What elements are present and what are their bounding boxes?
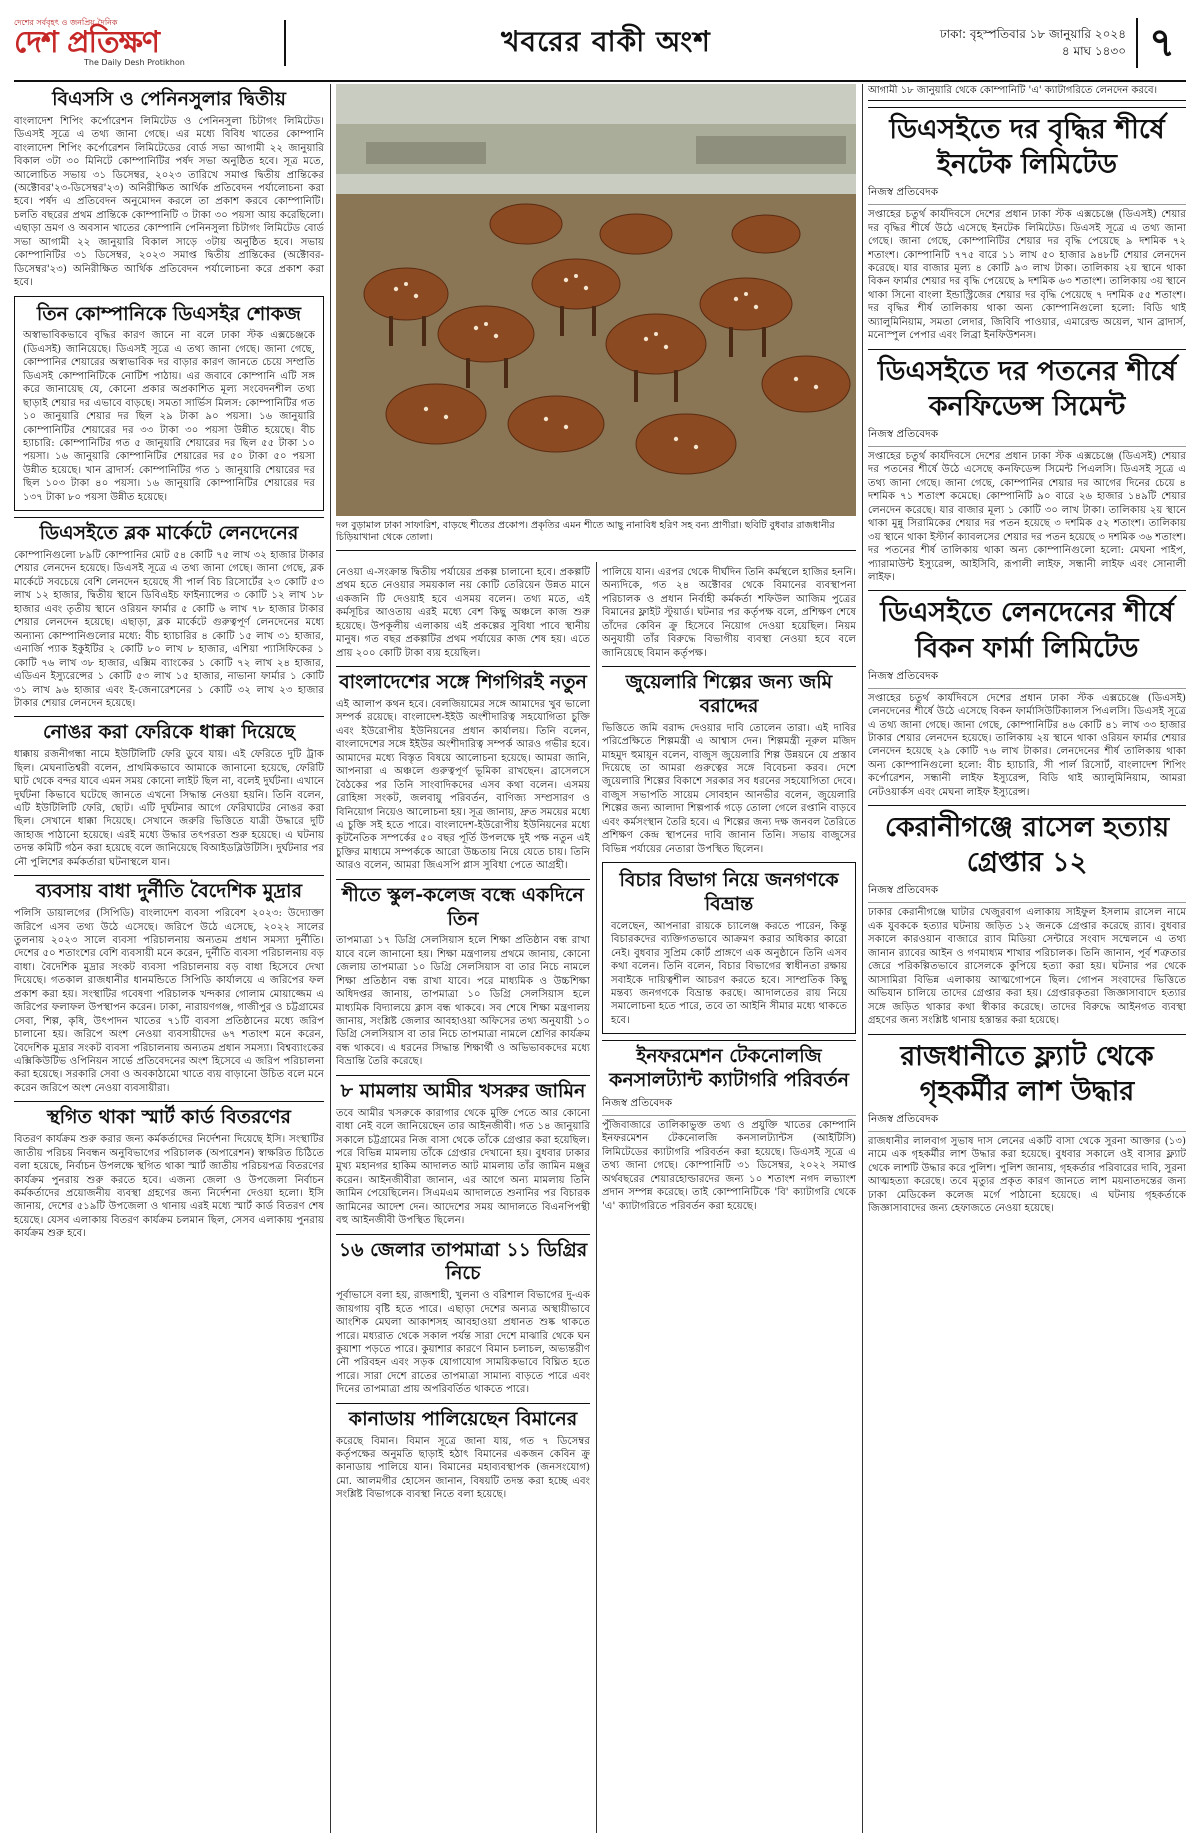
article-body: পুঁজিবাজারে তালিকাভুক্ত তথ্য ও প্রযুক্তি খাতের কোম্পানি ইনফরমেশন টেকনোলজি কনসালট্যান্টস (আইটিসি) লিমিটেডের ক্যাটাগরি পরিবর্তন করা হয়েছে। ডিএসই সূত্রে এ তথ্য জানা গেছে। কোম্পানিটি ৩১ ডিসেম্বর, ২০২২ সমাপ্ত অর্থবছরের শেয়ারহোল্ডারদের জন্য ১০ শতাংশ নগদ লভ্যাংশ প্রদান সম্পন্ন করেছে। তাই কোম্পানিটিকে 'বি' ক্যাটাগরি থেকে 'এ' ক্যাটাগরিতে পরিবর্তন করা হয়েছে। xyxy=(602,1119,856,1212)
article-body: অস্বাভাবিকভাবে বৃদ্ধির কারণ জানে না বলে ঢাকা স্টক এক্সচেঞ্জকে (ডিএসই) জানিয়েছে। ডিএসই সূত্রে এ তথ্য জানা গেছে। জানা গেছে, কোম্পানির শেয়ারের অস্বাভাবিক দর বাড়ার কারণ জানতে চেয়ে সম্প্রতি ডিএসই কোম্পানিটিকে নোটিশ পাঠায়। এর জবাবে কোম্পানি এটি সঙ্গ করে জানায়েছ যে, কোনো প্রকার অপ্রকাশিত মূল্য সংবেদনশীল তথ্য ছাড়াই শেয়ার দর এভাবে বাড়ছে। সমতা সার্ভিস মিলস: কোম্পানিটির গত ১০ জানুয়ারি শেয়ার দর ছিল ২৯ টাকা ৯০ পয়সা। ১৬ জানুয়ারি কোম্পানিটির শেয়ারের দর ৩৩ টাকা ৩০ পয়সা উন্নীত হয়েছে। বীচ হ্যাচারি: কোম্পানিটির গত ৫ জানুয়ারি শেয়ারের দর ছিল ৫৫ টাকা ১০ পয়সা। ১৬ জানুয়ারি কোম্পানিটির শেয়ারের দর ৫০ টাকা ৫০ পয়সা উন্নীত হয়েছে। খান ব্রাদার্স: কোম্পানিটির গত ১ জানুয়ারি শেয়ারের দর ছিল ১০৩ টাকা ৪০ পয়সা। ১৬ জানুয়ারি কোম্পানিটির শেয়ারের দর ১৩৭ টাকা ৮০ পয়সা উন্নীত হয়েছে। xyxy=(23,330,315,503)
article-block-market[interactable] xyxy=(14,517,324,710)
byline: নিজস্ব প্রতিবেদক xyxy=(868,883,1186,903)
article-body: কোম্পানিগুলো ৮৯টি কোম্পানির মোট ৫৪ কোটি ৭৫ লাখ ৩২ হাজার টাকার শেয়ার লেনদেন হয়েছে। ডিএসই সূত্রে এ তথ্য জানা গেছে। জানা গেছে, ব্লক মার্কেটে সবচেয়ে বেশি লেনদেন হয়েছে সী পার্ল বিচ রিসোর্টের ২৩ কোটি ৫৩ লাখ ১২ হাজার, দ্বিতীয় স্থানে ডিবিএইচ ফাইন্যান্সের ৩ কোটি ১২ লাখ ১৮ হাজার এবং তৃতীয় স্থানে ওরিয়ন ফার্মার ৫ কোটি ৬ লাখ ৭৮ হাজার টাকার শেয়ার লেনদেন হয়েছে। এছাড়া, ব্লক মার্কেটে গুরুত্বপূর্ণ লেনদেনের মধ্যে অন্যান্য কোম্পানিগুলোর মধ্যে: বীচ হ্যাচারির ৪ কোটি ১৫ লাখ ৩১ হাজার, এনার্জি প্যাক ইকুইটির ২ কোটি ৮০ লাখ ৮ হাজার, এশিয়া প্যাসিফিকের ১ কোটি ৭৬ লাখ ৩৮ হাজার, এক্সিম ব্যাংকের ১ কোটি ৭২ লাখ ২৪ হাজার, এডিএন ইস্যুরেন্সের ১ কোটি ৫৩ লাখ ১৫ হাজার, নাভানা ফার্মার ১ কোটি ৩১ লাখ ৯৬ হাজার এবং ই-জেনারেশনের ১ কোটি ৩২ লাখ ২৩ হাজার টাকার শেয়ার লেনদেন হয়েছে। xyxy=(14,550,324,710)
article-biman-crew[interactable] xyxy=(602,562,856,660)
headline: কানাডায় পালিয়েছেন বিমানের xyxy=(348,1407,578,1430)
page-number: ৭ xyxy=(1136,18,1186,68)
byline: নিজস্ব প্রতিবেদক xyxy=(868,669,1186,689)
article-body: নেওয়া এ-সংক্রান্ত দ্বিতীয় পর্যায়ের প্রকল্প চালানো হবে। প্রকল্পটি প্রথম হতে নেওয়ার সময়কাল নয় কোটি তেরিয়েন উন্নত মানে একজনি টি দেওয়াই হবে এসময় বলেন। তথ্য মতে, এই কর্মসূচির আওতায় এরই মধ্যে বেশ কিছু অঞ্চলে কাজ শুরু হয়েছে। উপকূলীয় এলাকায় এই প্রকল্পের সুবিধা পাবে স্থানীয় মানুষ। গত বছর প্রকল্পটির প্রথম পর্যায়ের কাজ শেষ হয়। এতে প্রায় ২০০ কোটি টাকা ব্যয় হয়েছিল। xyxy=(336,567,590,659)
article-body: করেছে বিমান। বিমান সূত্রে জানা যায়, গত ৭ ডিসেম্বর কর্তৃপক্ষের অনুমতি ছাড়াই হঠাৎ বিমানের একজন কেবিন ক্রু কানাডায় পালিয়ে যান। বিমানের মহাব্যবস্থাপক (জনসংযোগ) মো. আলমগীর হোসেন জানান, বিষয়টি তদন্ত করা হচ্ছে এবং সংশ্লিষ্ট বিভাগকে ব্যবস্থা নিতে বলা হয়েছে। xyxy=(336,1435,590,1501)
article-business-barrier[interactable] xyxy=(14,875,324,1095)
date-gregorian: ঢাকা: বৃহস্পতিবার ১৮ জানুয়ারি ২০২৪ xyxy=(939,26,1126,41)
article-loser[interactable] xyxy=(868,349,1186,585)
headline: বিএসসি ও পেনিনসুলার দ্বিতীয় xyxy=(52,88,286,110)
article-body: বাংলাদেশ শিপিং কর্পোরেশন লিমিটেড ও পেনিনসুলা চিটাগং লিমিটেড। ডিএসই সূত্রে এ তথ্য জানা গেছে। এর মধ্যে বিবিধ খাতের কোম্পানি বাংলাদেশ শিপিং কর্পোরেশন লিমিটেডের বোর্ড সভা আগামী ২২ জানুয়ারি বিকাল ৩টা ৩০ মিনিটে কোম্পানিটির পর্ষদ সভা অনুষ্ঠিত হবে। সূত্র মতে, আলোচিত সভায় ৩১ ডিসেম্বর, ২০২৩ তারিখে সমাপ্ত দ্বিতীয় প্রান্তিকের (অক্টোবর'২৩-ডিসেম্বর'২৩) অনিরীক্ষিত আর্থিক প্রতিবেদন পর্যালোচনা করা হবে। পর্ষদ এ প্রতিবেদন অনুমোদন করলে তা প্রকাশ করবে কোম্পানিটি। চলতি বছরের প্রথম প্রান্তিকে কোম্পানিটি ৩ টাকা ৩০ পয়সা আয় করেছিলো। এছাড়া ভ্রমণ ও অবসান খাতের কোম্পানি পেনিনসুলা চিটাগং লিমিটেড বোর্ড সভা আগামী ২২ জানুয়ারি বিকাল সাড়ে ৩টায় অনুষ্ঠিত হবে। সভায় কোম্পানিটির ৩১ ডিসেম্বর, ২০২৩ সমাপ্ত দ্বিতীয় প্রান্তিকের (অক্টোবর-ডিসেম্বর'২৩) অনিরীক্ষিত আর্থিক প্রতিবেদন পর্যালোচনা করে প্রকাশ করা হবে। xyxy=(14,115,324,289)
byline: নিজস্ব প্রতিবেদক xyxy=(868,185,1186,205)
article-body: পালিয়ে যান। এরপর থেকে দীর্ঘদিন তিনি কর্মস্থলে হাজির হননি। অন্যদিকে, গত ২৪ অক্টোবর থেকে বিমানের ব্যবস্থাপনা পরিচালক ও প্রধান নির্বাহী কর্মকর্তা শফিউল আজিম পুত্রের বিমানের ফ্লাইট স্টুয়ার্ড। ঘটনার পর কর্তৃপক্ষ বলে, প্রশিক্ষণ শেষে তাঁদের কেবিন ক্রু হিসেবে নিয়োগ দেওয়া হয়েছিল। নিয়ম অনুযায়ী তাঁর বিরুদ্ধে বিভাগীয় ব্যবস্থা নেওয়া হবে বলে জানিয়েছে বিমান কর্তৃপক্ষ। xyxy=(602,567,856,659)
headline: নোঙর করা ফেরিকে ধাক্কা দিয়েছে xyxy=(42,721,296,744)
article-bail[interactable] xyxy=(336,1075,590,1228)
headline: জুয়েলারি শিল্পের জন্য জমি বরাদ্দের xyxy=(625,671,833,717)
continuation-line: আগামী ১৮ জানুয়ারি থেকে কোম্পানিটি 'এ' ক্যাটাগরিতে লেনদেন করবে। xyxy=(868,84,1186,101)
article-showcause[interactable] xyxy=(14,296,324,512)
column-divider xyxy=(862,84,863,1833)
article-body: পলিসি ডায়ালগের (সিপিডি) বাংলাদেশ ব্যবসা পরিবেশ ২০২৩: উদ্যোক্তা জরিপে এসব তথ্য উঠে এসেছে। জরিপে উঠে এসেছে, ২০২২ সালের তুলনায় ২০২৩ সালে ব্যবসা পরিচালনায় অন্যতম প্রধান সমস্যা দুর্নীতি। দেশের ৫০ শতাংশের বেশি ব্যবসায়ী মনে করেন, দুর্নীতি ব্যবসা পরিচালনায় বড় বাধা। বৈদেশিক মুদ্রার সংকট ব্যবসা পরিচালনায় বড় বাধা হিসেবে দেখা দিয়েছে। গতকাল রাজধানীর ধানমন্ডিতে সিপিডি কার্যালয়ে এ জরিপের ফল প্রকাশ করা হয়। সংস্থাটির গবেষণা পরিচালক খন্দকার গোলাম মোয়াজ্জেম এ জরিপের ফলাফল উপস্থাপন করেন। ঢাকা, নারায়ণগঞ্জ, গাজীপুর ও চট্টগ্রামের সেবা, শিল্প, কৃষি, উৎপাদন খাতের ৭১টি ব্যবসা প্রতিষ্ঠানের মধ্যে জরিপ চালানো হয়। জরিপে অংশ নেওয়া ব্যবসায়ীদের ৬৭ শতাংশ মনে করেন, বৈদেশিক মুদ্রার সংকট ব্যবসা পরিচালনায় অন্যতম প্রধান সমস্যা। বিশ্বব্যাংকের এক্সিকিউটিভ ওপিনিয়ন সার্ভে প্রতিবেদনের অংশ হিসেবে এ জরিপ পরিচালনা করা হয়েছে। সরকারি সেবা ও অবকাঠামো খাতে ব্যয় বাড়ানো উচিত বলে মনে করেন জরিপে অংশ নেওয়া ব্যবসায়ীরা। xyxy=(14,908,324,1094)
headline: কেরানীগঞ্জে রাসেল হত্যায় গ্রেপ্তার ১২ xyxy=(884,812,1170,879)
article-body: তবে আমীর খসরুকে কারাগার থেকে মুক্তি পেতে আর কোনো বাধা নেই বলে জানিয়েছেন তার আইনজীবী। গত ১৪ জানুয়ারি সকালে চট্টগ্রামের নিজ বাসা থেকে তাঁকে গ্রেপ্তার করা হয়েছিল। পরে বিভিন্ন মামলায় তাঁকে গ্রেপ্তার দেখানো হয়। বুধবার ঢাকার মুখ্য মহানগর হাকিম আদালত আট মামলায় তাঁর জামিন মঞ্জুর করেন। আইনজীবীরা জানান, এর আগে অন্য মামলায় তিনি জামিন পেয়েছিলেন। সিএমএম আদালতে শুনানির পর বিচারক জামিনের আদেশ দেন। আদেশের সময় আদালতে বিএনপিপন্থী বহু আইনজীবী উপস্থিত ছিলেন। xyxy=(336,1107,590,1227)
article-jewellery[interactable] xyxy=(602,666,856,856)
logo[interactable] xyxy=(14,19,274,67)
center-left-subcolumn xyxy=(336,562,590,1833)
article-gainer[interactable] xyxy=(868,107,1186,343)
headline: ডিএসইতে ব্লক মার্কেটে লেনদেনের xyxy=(39,522,299,545)
headline: রাজধানীতে ফ্ল্যাট থেকে গৃহকর্মীর লাশ উদ্ধার xyxy=(900,1040,1154,1107)
article-body: পূর্বাভাসে বলা হয়, রাজশাহী, খুলনা ও বরিশাল বিভাগের দু-এক জায়গায় বৃষ্টি হতে পারে। এছাড়া দেশের অন্যত্র অস্থায়ীভাবে আংশিক মেঘলা আকাশসহ আবহাওয়া প্রধানত শুষ্ক থাকতে পারে। মধ্যরাত থেকে সকাল পর্যন্ত সারা দেশে মাঝারি থেকে ঘন কুয়াশা পড়তে পারে। কুয়াশার কারণে বিমান চলাচল, অভ্যন্তরীণ নৌ পরিবহন এবং সড়ক যোগাযোগ সাময়িকভাবে বিঘ্নিত হতে পারে। সারা দেশে রাতের তাপমাত্রা সামান্য বাড়তে পারে এবং দিনের তাপমাত্রা প্রায় অপরিবর্তিত থাকতে পারে। xyxy=(336,1290,590,1396)
byline: নিজস্ব প্রতিবেদক xyxy=(868,427,1186,447)
masthead xyxy=(14,12,1186,82)
article-school-closure[interactable] xyxy=(336,879,590,1069)
headline: স্থগিত থাকা স্মার্ট কার্ড বিতরণের xyxy=(47,1106,291,1129)
subcolumn-divider xyxy=(596,562,597,1833)
byline: নিজস্ব প্রতিবেদক xyxy=(602,1096,856,1116)
deer-photo[interactable] xyxy=(336,84,856,516)
article-judiciary[interactable] xyxy=(602,862,856,1034)
article-body: ভিত্তিতে জমি বরাদ্দ দেওয়ার দাবি তোলেন তারা। এই দাবির পরিপ্রেক্ষিতে শিল্পমন্ত্রী এ আশ্বাস দেন। শিল্পমন্ত্রী নূরুল মজিদ মাহমুদ হুমায়ূন বলেন, বাজুস জুয়েলারি শিল্প উন্নয়নে যে প্রস্তাব দিয়েছে তা আমরা গুরুত্বের সঙ্গে বিবেচনা করব। দেশে জুয়েলারি শিল্পের বিকাশে সরকার সব ধরনের সহযোগিতা দেবে। বাজুস সভাপতি সায়েম সোবহান আনভীর বলেন, জুয়েলারি শিল্পের জন্য আলাদা শিল্পপার্ক গড়ে তোলা গেলে রপ্তানি বাড়বে এবং কর্মসংস্থান তৈরি হবে। এ শিল্পের জন্য দক্ষ জনবল তৈরিতে প্রশিক্ষণ কেন্দ্র স্থাপনের দাবি জানান তিনি। সভায় বাজুসের বিভিন্ন পর্যায়ের নেতারা উপস্থিত ছিলেন। xyxy=(602,722,856,855)
article-itc-category[interactable] xyxy=(602,1040,856,1213)
logo-tagline: দেশের সর্ববৃহৎ ও জনপ্রিয় দৈনিক xyxy=(14,18,118,28)
article-body: ঢাকার কেরানীগঞ্জে ঘাটার খেজুরবাগ এলাকায় সাইফুল ইসলাম রাসেল নামে এক যুবককে হত্যার ঘটনায় জড়িত ১২ জনকে গ্রেপ্তার করেছে র‌্যাব। বুধবার সকালে কারওয়ান বাজারে র‌্যাব মিডিয়া সেন্টারে সংবাদ সম্মেলনে এ তথ্য জানান র‌্যাবের আইন ও গণমাধ্যম শাখার পরিচালক। তিনি জানান, পূর্ব শত্রুতার জেরে পরিকল্পিতভাবে রাসেলকে কুপিয়ে হত্যা করা হয়। ঘটনার পর থেকে আসামিরা বিভিন্ন এলাকায় আত্মগোপনে ছিল। গোপন সংবাদের ভিত্তিতে অভিযান চালিয়ে তাদের গ্রেপ্তার করা হয়। গ্রেপ্তারকৃতরা জিজ্ঞাসাবাদে হত্যার সঙ্গে জড়িত থাকার কথা স্বীকার করেছে। তাদের বিরুদ্ধে আইনগত ব্যবস্থা গ্রহণের জন্য সংশ্লিষ্ট থানায় হস্তান্তর করা হয়েছে। xyxy=(868,907,1186,1027)
headline: ব্যবসায় বাধা দুর্নীতি বৈদেশিক মুদ্রার xyxy=(35,880,303,903)
article-temperature[interactable] xyxy=(336,1234,590,1397)
headline: ডিএসইতে লেনদেনের শীর্ষে বিকন ফার্মা লিমিটেড xyxy=(880,597,1174,664)
article-maid[interactable] xyxy=(868,1034,1186,1216)
logo-text: দেশ প্রতিক্ষণ xyxy=(14,25,160,61)
headline: বাংলাদেশের সঙ্গে শিগগিরই নতুন xyxy=(339,671,587,694)
deer-herd-image xyxy=(336,84,856,516)
article-body: সপ্তাহের চতুর্থ কার্যদিবসে দেশের প্রধান ঢাকা স্টক এক্সচেঞ্জে (ডিএসই) শেয়ার দর পতনের শীর্ষে উঠে এসেছে কনফিডেন্স সিমেন্ট পিএলসি। ডিএসই সূত্রে এ তথ্য জানা গেছে। জানা গেছে, কোম্পানির শেয়ার দর আগের দিনের চেয়ে ৪ দশমিক ৭১ শতাংশ কমেছে। কোম্পানিটি ৯০ বারে ২৬ হাজার ১৪৯টি শেয়ার লেনদেন করেছে। যার বাজার মূল্য ১ কোটি ৩০ লাখ টাকা। তালিকায় ২য় স্থানে থাকা মুন্নু সিরামিকের শেয়ার দর পতন হয়েছে ৩ দশমিক ৫২ শতাংশ। তালিকায় ৩য় স্থানে থাকা ইস্টার্ন ক্যাবলসের শেয়ার দর পতন হয়েছে ৩ দশমিক ৩৬ শতাংশ। দর পতনের শীর্ষ তালিকায় থাকা অন্য কোম্পানিগুলো হলো: মেঘনা পাইপ, প্যারামাউন্ট ইস্যুরেন্স, আইসিবি, রূপালী লাইফ, সন্ধানী লাইফ এবং সোনালী লাইফ। xyxy=(868,450,1186,583)
column-center xyxy=(336,84,856,1833)
column-divider xyxy=(330,84,331,1833)
article-bsc[interactable] xyxy=(14,84,324,290)
date-bangla: ৪ মাঘ ১৪৩০ xyxy=(1061,44,1126,58)
article-body: তাপমাত্রা ১৭ ডিগ্রি সেলসিয়াস হলে শিক্ষা প্রতিষ্ঠান বন্ধ রাখা যাবে বলে জানানো হয়। শিক্ষা মন্ত্রণালয় প্রথমে জানায়, কোনো জেলায় তাপমাত্রা ১০ ডিগ্রি সেলসিয়াস বা তার নিচে নামলে শিক্ষা প্রতিষ্ঠান বন্ধ রাখা যাবে। পরে মাধ্যমিক ও উচ্চশিক্ষা অধিদপ্তর জানায়, তাপমাত্রা ১০ ডিগ্রি সেলসিয়াস হলে মাধ্যমিক বিদ্যালয়ে ক্লাস বন্ধ থাকবে। সব শেষে শিক্ষা মন্ত্রণালয় জানায়, সংশ্লিষ্ট জেলার আবহাওয়া অফিসের তথ্য অনুযায়ী ১০ ডিগ্রি সেলসিয়াস বা তার নিচে তাপমাত্রা নামলে শ্রেণির কার্যক্রম বন্ধ থাকবে। এ ধরনের সিদ্ধান্ত শিক্ষার্থী ও অভিভাবকদের মধ্যে বিভ্রান্তি তৈরি করেছে। xyxy=(336,935,590,1068)
byline: নিজস্ব প্রতিবেদক xyxy=(868,1112,1186,1132)
article-ferry[interactable] xyxy=(14,716,324,869)
center-right-subcolumn xyxy=(602,562,856,1833)
article-body: বলেছেন, আপনারা রায়কে চ্যালেঞ্জ করতে পারেন, কিন্তু বিচারকদের ব্যক্তিগতভাবে আক্রমণ করার অধিকার কারো নেই। বুধবার সুপ্রিম কোর্ট প্রাঙ্গণে এক অনুষ্ঠানে তিনি এসব কথা বলেন। তিনি বলেন, বিচার বিভাগের স্বাধীনতা রক্ষায় সবাইকে দায়িত্বশীল আচরণ করতে হবে। সাম্প্রতিক কিছু মন্তব্য জনগণকে বিভ্রান্ত করছে। আদালতের রায় নিয়ে সমালোচনা হতে পারে, তবে তা আইনি সীমার মধ্যে থাকতে হবে। xyxy=(611,920,847,1026)
columns xyxy=(14,84,1186,1833)
headline: ডিএসইতে দর পতনের শীর্ষে কনফিডেন্স সিমেন্ট xyxy=(877,355,1177,422)
article-turnover[interactable] xyxy=(868,590,1186,799)
article-body: ধাক্কায় রজনীগন্ধা নামে ইউটিলিটি ফেরি ডুবে যায়। এই ফেরিতে দুটি ট্রাক ছিল। মেঘনাতিশ্বরী বলেন, প্রাথমিকভাবে আমাকে জানানো হয়েছে, ফেরিটি ঘাট থেকে বন্দর যাবে এমন সময় কোনো লাইট ছিল না, বলেই দুর্ঘটনা। এখানে দুর্ঘটনা কিভাবে ঘটেছে জানতে এখনো সিদ্ধান্ত নেওয়া হয়নি। তিনি বলেন, এটি ইউটিলিটি ফেরি, ছোট। এটি দুর্ঘটনার আগে ফেরিঘাটের নোঙর করা ছিল। সেখানে ধাক্কা দিয়েছে। সেখানে জরুরি ভিত্তিতে যাত্রী উদ্ধারে দুটি জাহাজ পাঠানো হয়েছে। এরই মধ্যে উদ্ধার তৎপরতা শুরু হয়েছে। এ ঘটনায় তদন্ত কমিটি গঠন করা হয়েছে বলে জানিয়েছে বিআইডব্লিউটিসি। দুর্ঘটনার পর নৌ পুলিশের কর্মকর্তারা ঘটনাস্থলে যান। xyxy=(14,749,324,868)
article-canada[interactable] xyxy=(336,1403,590,1502)
article-body: এই আলাপ কথন হবে। বেলজিয়ামের সঙ্গে আমাদের খুব ভালো সম্পর্ক রয়েছে। বাংলাদেশ-ইইউ অংশীদারিত্ব সহযোগিতা চুক্তি এবং ইউরোপীয় ইউনিয়নের প্রধান কার্যালয়। তিনি বলেন, বাংলাদেশের সঙ্গে ইইউর অংশীদারিত্ব সম্পর্ক আরও গভীর হবে। আমাদের মধ্যে বিস্তৃত বিষয়ে আলোচনা হয়েছে। আমরা জানি, আপনারা এ অঞ্চলে গুরুত্বপূর্ণ ভূমিকা রাখছেন। ব্রাসেলসে বৈঠকের পর তিনি সাংবাদিকদের এসব কথা বলেন। এসময় রোহিঙ্গা সংকট, জলবায়ু পরিবর্তন, বাণিজ্য সম্প্রসারণ ও বিনিয়োগ নিয়েও আলোচনা হয়। সূত্র জানায়, দ্রুত সময়ের মধ্যে এ চুক্তি সই হতে পারে। বাংলাদেশ-ইউরোপীয় ইউনিয়নের মধ্যে কূটনৈতিক সম্পর্কের ৫০ বছর পূর্তি উপলক্ষে দুই পক্ষ নতুন এই চুক্তির মাধ্যমে সম্পর্ককে আরো উচ্চতায় নিয়ে যেতে চায়। তিনি আরও বলেন, আমরা জিএসপি প্লাস সুবিধা পেতে আগ্রহী। xyxy=(336,698,590,872)
headline: শীতে স্কুল-কলেজ বন্ধে একদিনে তিন xyxy=(342,883,584,930)
headline: ইনফরমেশন টেকনোলজি কনসালট্যান্ট ক্যাটাগরি পরিবর্তন xyxy=(609,1045,849,1092)
article-belgium[interactable] xyxy=(336,666,590,873)
headline: ৮ মামলায় আমীর খসরুর জামিন xyxy=(340,1079,586,1102)
headline: তিন কোম্পানিকে ডিএসইর শোকজ xyxy=(36,302,302,325)
headline: বিচার বিভাগ নিয়ে জনগণকে বিভ্রান্ত xyxy=(619,869,839,915)
article-body: সপ্তাহের চতুর্থ কার্যদিবসে দেশের প্রধান ঢাকা স্টক এক্সচেঞ্জে (ডিএসই) লেনদেনের শীর্ষে উঠে এসেছে বিকন ফার্মাসিউটিক্যালস পিএলসি। ডিএসই সূত্রে এ তথ্য জানা গেছে। জানা গেছে, কোম্পানিটির ৪৬ কোটি ৪১ লাখ ৩৩ হাজার টাকার শেয়ার লেনদেন হয়েছে। তালিকায় ২য় স্থানে থাকা ওরিয়ন ফার্মার শেয়ার লেনদেন হয়েছে ২৯ কোটি ৭৬ লাখ টাকার। লেনদেনের শীর্ষ তালিকায় থাকা অন্য কোম্পানিগুলো হলো: বীচ হ্যাচারি, সী পার্ল রিসোর্ট, বাংলাদেশ শিপিং কর্পোরেশন, সন্ধানী লাইফ ইস্যুরেন্স, বিডি থাই অ্যালুমিনিয়াম, আমরা নেটওয়ার্কস এবং মেঘনা লাইফ ইস্যুরেন্স। xyxy=(868,692,1186,798)
column-right xyxy=(868,84,1186,1833)
article-body: সপ্তাহের চতুর্থ কার্যদিবসে দেশের প্রধান ঢাকা স্টক এক্সচেঞ্জে (ডিএসই) শেয়ার দর বৃদ্ধির শীর্ষে উঠে এসেছে ইনটেক লিমিটেড। ডিএসই সূত্রে এ তথ্য জানা গেছে। জানা গেছে, কোম্পানিটির শেয়ার দর বৃদ্ধি পেয়েছে ৯ দশমিক ৭২ শতাংশ। কোম্পানিটি ৭৭৫ বারে ১১ লাখ ৫০ হাজার ৯৪৮টি শেয়ার লেনদেন করেছে। যার বাজার মূল্য ৪ কোটি ৯৩ লাখ টাকা। তালিকায় ২য় স্থানে থাকা বিকন ফার্মার শেয়ার দর বৃদ্ধি পেয়েছে ৯ দশমিক ৬৩ শতাংশ। তালিকায় ৩য় স্থানে থাকা সিনো বাংলা ইন্ডাস্ট্রিজের শেয়ার দর বৃদ্ধি পেয়েছে ৭ দশমিক ৫৫ শতাংশ। দর বৃদ্ধির শীর্ষ তালিকায় থাকা অন্য কোম্পানিগুলো হলো: বিডি থাই অ্যালুমিনিয়াম, সমতা লেদার, জিবিবি পাওয়ার, এমারেল্ড অয়েল, খান ব্রাদার্স, মনোস্পুল পেপার এবং লিব্রা ইনফিউশনস। xyxy=(868,209,1186,342)
section-title: খবরের বাকী অংশ xyxy=(501,24,711,58)
article-project[interactable] xyxy=(336,562,590,660)
column-left xyxy=(14,84,324,1833)
article-smart-card[interactable] xyxy=(14,1101,324,1240)
photo-caption: দল বুড়ামাল ঢাকা সাফারিশ, বাড়ছে শীতের প্রকোপ। প্রকৃতির এমন শীতে আছু নানাবিধ হরিণ সহ বন্য প্রাণীরা। ছবিটি বুধবার রাজধানীর চিড়িয়াখানা থেকে তোলা। xyxy=(336,516,856,551)
date-block xyxy=(916,26,1136,61)
logo-subtext: The Daily Desh Protikhon xyxy=(84,57,185,67)
headline: ১৬ জেলার তাপমাত্রা ১১ ডিগ্রির নিচে xyxy=(338,1238,588,1285)
article-body: রাজধানীর লালবাগ সুভাষ দাস লেনের একটি বাসা থেকে সুরনা আক্তার (১৩) নামে এক গৃহকর্মীর লাশ উদ্ধার করা হয়েছে। বুধবার সকালে ওই বাসার ফ্ল্যাট থেকে লাশটি উদ্ধার করে পুলিশ। পুলিশ জানায়, গৃহকর্তার পরিবারের দাবি, সুরনা আত্মহত্যা করেছে। তবে মৃত্যুর প্রকৃত কারণ জানতে লাশ ময়নাতদন্তের জন্য ঢাকা মেডিকেল কলেজ মর্গে পাঠানো হয়েছে। এ ঘটনায় গৃহকর্তাকে জিজ্ঞাসাবাদের জন্য হেফাজতে নেওয়া হয়েছে। xyxy=(868,1135,1186,1214)
article-keraniganj[interactable] xyxy=(868,805,1186,1027)
headline: ডিএসইতে দর বৃদ্ধির শীর্ষে ইনটেক লিমিটেড xyxy=(889,114,1165,181)
article-body: বিতরণ কার্যক্রম শুরু করার জন্য কর্মকর্তাদের নির্দেশনা দিয়েছে ইসি। সংস্থাটির জাতীয় পরিচয় নিবন্ধন অনুবিভাগের পরিচালক (অপারেশন) স্বাক্ষরিত চিঠিতে বলা হয়েছে, নির্বাচন উপলক্ষে স্থগিত থাকা স্মার্ট জাতীয় পরিচয়পত্র বিতরণের কার্যক্রম পুনরায় শুরু করতে হবে। এজন্য জেলা ও উপজেলা নির্বাচন কর্মকর্তাদের প্রয়োজনীয় ব্যবস্থা গ্রহণের জন্য নির্দেশনা দেওয়া হলো। ইসি জানায়, দেশের ৫১৯টি উপজেলা ও থানায় এরই মধ্যে স্মার্ট কার্ড বিতরণ শেষ হয়েছে। যেসব এলাকায় বিতরণ কার্যক্রম চলমান ছিল, সেসব এলাকায় পুনরায় কার্যক্রম শুরু হবে। xyxy=(14,1134,324,1240)
masthead-divider xyxy=(284,20,286,66)
